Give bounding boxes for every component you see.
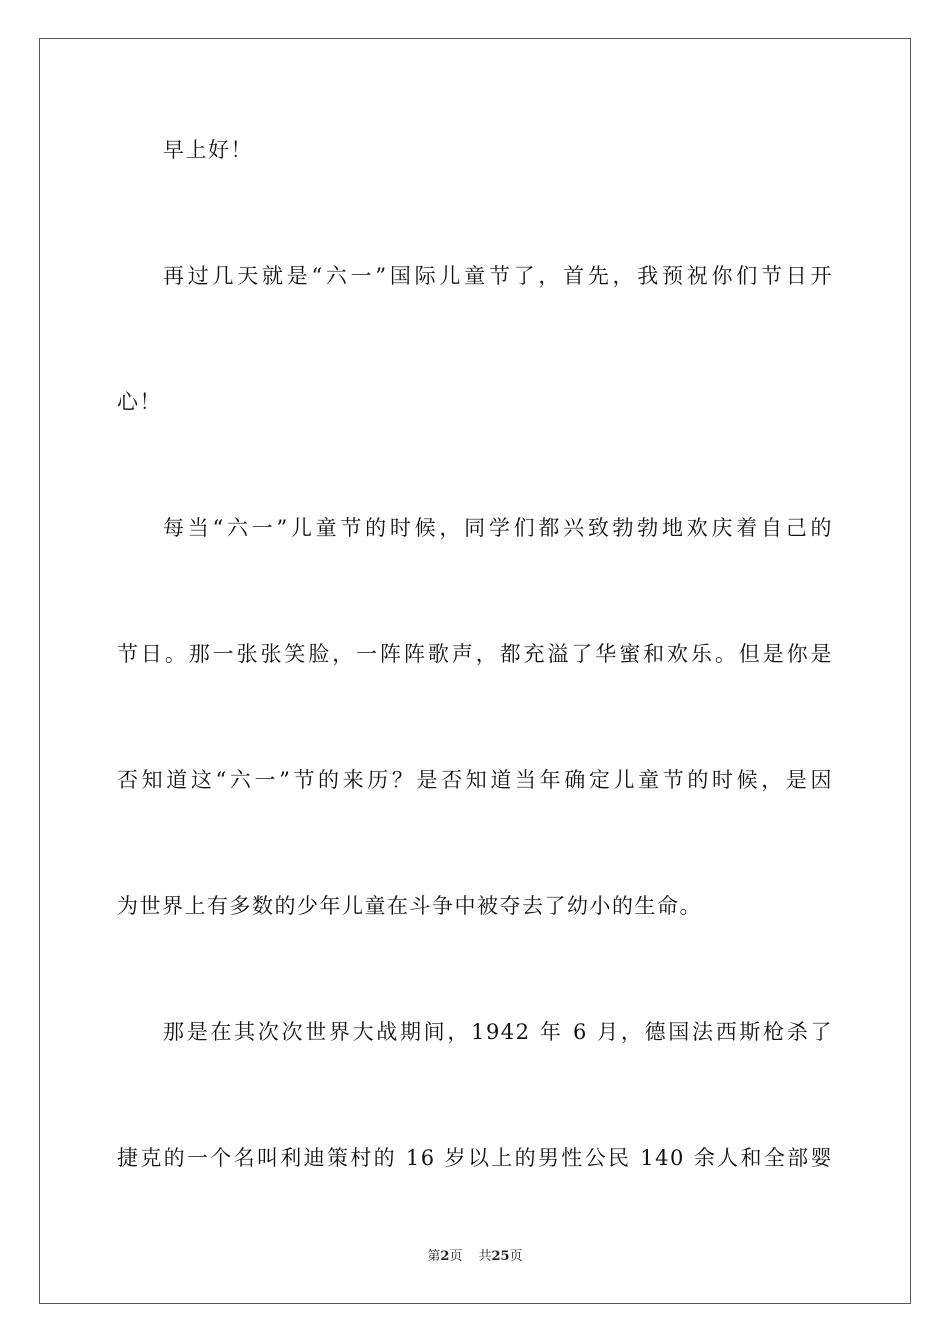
text-line-4: 每当“六一”儿童节的时候，同学们都兴致勃勃地欢庆着自己的 [163, 516, 833, 540]
total-label-suffix: 页 [509, 1249, 523, 1264]
text-line-3: 心！ [117, 390, 162, 414]
text-line-7: 为世界上有多数的少年儿童在斗争中被夺去了幼小的生命。 [117, 894, 702, 918]
total-pages: 25 [491, 1249, 510, 1264]
page-number: 2 [440, 1249, 450, 1264]
text-line-1: 早上好！ [163, 138, 253, 162]
text-line-2: 再过几天就是“六一”国际儿童节了，首先，我预祝你们节日开 [163, 264, 833, 288]
text-line-8: 那是在其次次世界大战期间，1942 年 6 月，德国法西斯枪杀了 [163, 1020, 833, 1044]
page-label-prefix: 第 [427, 1249, 441, 1264]
text-line-9: 捷克的一个名叫利迪策村的 16 岁以上的男性公民 140 余人和全部婴 [117, 1146, 833, 1170]
text-line-5: 节日。那一张张笑脸，一阵阵歌声，都充溢了华蜜和欢乐。但是你是 [117, 642, 833, 666]
page-label-suffix: 页 [449, 1249, 463, 1264]
text-line-6: 否知道这“六一”节的来历？是否知道当年确定儿童节的时候，是因 [117, 768, 833, 792]
page-footer [0, 1248, 950, 1266]
page-frame [39, 38, 911, 1304]
total-label-prefix: 共 [478, 1249, 492, 1264]
